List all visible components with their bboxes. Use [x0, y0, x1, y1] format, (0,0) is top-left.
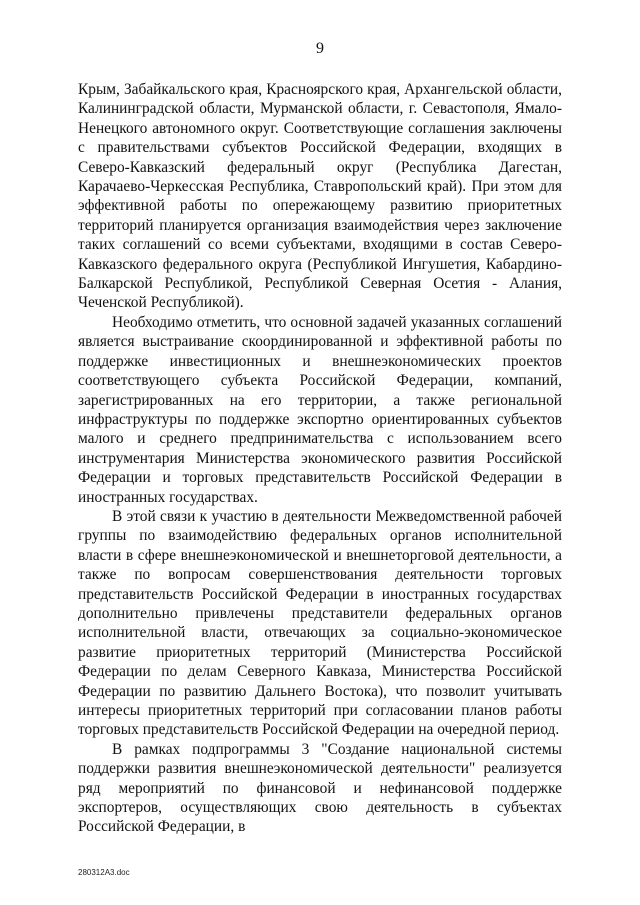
body-text [78, 80, 562, 837]
page-number: 9 [316, 40, 324, 57]
paragraph: В рамках подпрограммы 3 "Создание национальной системы поддержки развития внешнеэкономической деятельности" реализуется ряд мероприятий по финансовой и нефинансовой поддержке экспортеров, осуществляющих свою деятельность в субъектах Российской Федерации, в [78, 740, 562, 836]
paragraph: Необходимо отметить, что основной задачей указанных соглашений является выстраивание скоординированной и эффективной работы по поддержке инвестиционных и внешнеэкономических проектов соответствующего субъекта Российской Федерации, компаний, зарегистрированных на его территории, а также региональной инфраструктуры по поддержке экспортно ориентированных субъектов малого и среднего предпринимательства с использованием всего инструментария Министерства экономического развития Российской Федерации и торговых представительств Российской Федерации в иностранных государствах. [78, 313, 562, 506]
paragraph: В этой связи к участию в деятельности Межведомственной рабочей группы по взаимодействию федеральных органов исполнительной власти в сфере внешнеэкономической и внешнеторговой деятельности, а также по вопросам совершенствования деятельности торговых представительств Российской Федерации в иностранных государствах дополнительно привлечены представители федеральных органов исполнительной власти, отвечающих за социально-экономическое развитие приоритетных территорий (Министерства Российской Федерации по делам Северного Кавказа, Министерства Российской Федерации по развитию Дальнего Востока), что позволит учитывать интересы приоритетных территорий при согласовании планов работы торговых представительств Российской Федерации на очередной период. [78, 507, 562, 739]
footer-filename: 280312A3.doc [78, 868, 130, 877]
paragraph-continued: Крым, Забайкальского края, Красноярского края, Архангельской области, Калининградской области, Мурманской области, г. Севастополя, Ямало-Ненецкого автономного округ. Соответствующие соглашения заключены с правительствами субъектов Российской Федерации, входящих в Северо-Кавказский федеральный округ (Республика Дагестан, Карачаево-Черкесская Республика, Ставропольский край). При этом для эффективной работы по опережающему развитию приоритетных территорий планируется организация взаимодействия через заключение таких соглашений со всеми субъектами, входящими в состав Северо-Кавказского федерального округа (Республикой Ингушетия, Кабардино-Балкарской Республикой, Республикой Северная Осетия - Алания, Чеченской Республикой). [78, 81, 562, 312]
